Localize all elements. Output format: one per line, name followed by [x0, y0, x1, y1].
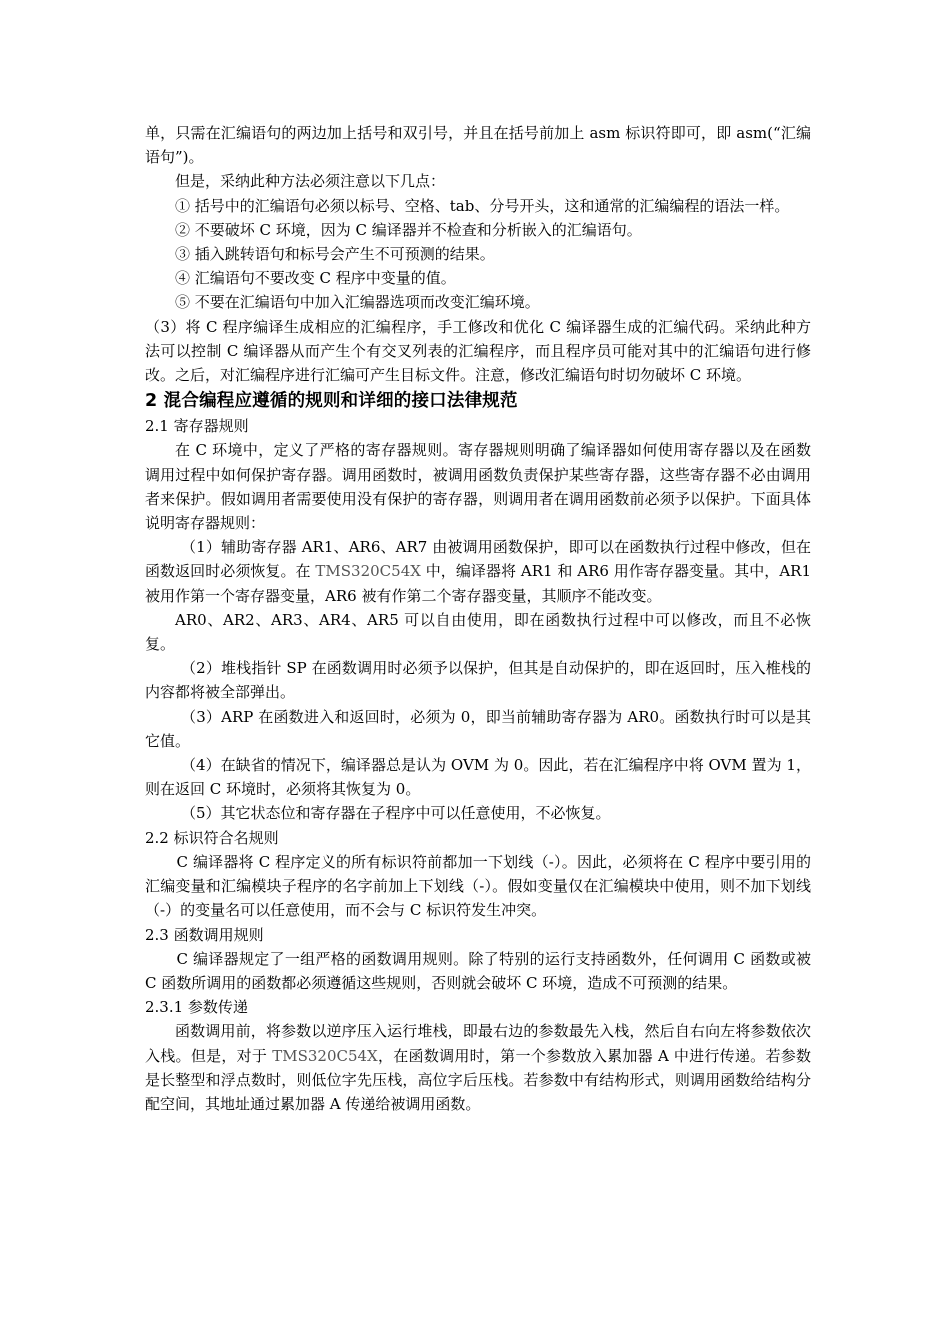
note-item-5: ⑤ 不要在汇编语句中加入汇编器选项而改变汇编环境。	[175, 293, 540, 312]
section-2-title: 2 混合编程应遵循的规则和详细的接口法律规范	[145, 391, 518, 412]
document-page	[145, 121, 811, 1116]
register-rule-5: （5）其它状态位和寄存器在子程序中可以任意使用，不必恢复。	[181, 804, 611, 823]
section-2-3-heading: 2.3 函数调用规则	[145, 925, 264, 944]
parameter-passing-text-a: 函数调用前，将参数以逆序压入运行堆栈，即最右边的参数最先入栈，然后自右向左将参数依次入栈。但是，对于	[145, 1022, 811, 1065]
call-rules-paragraph: C 编译器规定了一组严格的函数调用规则。除了特别的运行支持函数外，任何调用 C 函数或被 C 函数所调用的函数都必须遵循这些规则，否则就会破坏 C 环境，造成不可预测的结果。	[145, 949, 811, 992]
tms-chip-name: TMS320C54X	[315, 562, 421, 581]
note-item-4: ④ 汇编语句不要改变 C 程序中变量的值。	[175, 269, 456, 288]
intro-paragraph-1: 单，只需在汇编语句的两边加上括号和双引号，并且在括号前加上 asm 标识符即可，即 asm(“汇编语句”)。	[145, 124, 811, 167]
register-rule-1-text-a: （1）辅助寄存器 AR1、AR6、AR7 由被调用函数保护，即可以在函数执行过程中修改，但在函数返回时必须恢复。在	[145, 538, 811, 581]
note-item-3: ③ 插入跳转语句和标号会产生不可预测的结果。	[175, 245, 495, 264]
note-item-1: ① 括号中的汇编语句必须以标号、空格、tab、分号开头，这和通常的汇编编程的语法一样。	[175, 196, 790, 215]
register-rule-1-continued: AR0、AR2、AR3、AR4、AR5 可以自由使用，即在函数执行过程中可以修改，而且不必恢复。	[145, 610, 811, 654]
note-item-2: ② 不要破坏 C 环境，因为 C 编译器并不检查和分析嵌入的汇编语句。	[175, 220, 642, 239]
section-2-1-heading: 2.1 寄存器规则	[145, 417, 249, 436]
register-rule-1	[145, 535, 811, 608]
register-rule-2: （2）堆栈指针 SP 在函数调用时必须予以保护，但其是自动保护的，即在返回时，压入椎栈的内容都将被全部弹出。	[145, 659, 811, 702]
identifier-rules-paragraph: C 编译器将 C 程序定义的所有标识符前都加一下划线（-）。因此，必须将在 C 程序中要引用的汇编变量和汇编模块子程序的名字前加上下划线（-）。假如变量仅在汇编模块中使用，则不加下划线（-）的变量名可以任意使用，而不会与 C 标识符发生冲突。	[145, 852, 811, 920]
parameter-passing-text-b: ，在函数调用时，第一个参数放入累加器 A 中进行传递。若参数是长整型和浮点数时，则低位字先压栈，高位字后压栈。若参数中有结构形式，则调用函数给结构分配空间，其地址通过累加器 A 传递给被调用函数。	[145, 1046, 811, 1113]
register-rule-4: （4）在缺省的情况下，编译器总是认为 OVM 为 0。因此，若在汇编程序中将 OVM 置为 1，则在返回 C 环境时，必须将其恢复为 0。	[145, 756, 811, 799]
register-rule-3: （3）ARP 在函数进入和返回时，必须为 0，即当前辅助寄存器为 AR0。函数执行时可以是其它值。	[145, 707, 811, 750]
register-rule-1-text-b: 中，编译器将 AR1 和 AR6 用作寄存器变量。其中，AR1 被用作第一个寄存器变量，AR6 被有作第二个寄存器变量，其顺序不能改变。	[145, 562, 811, 605]
intro-paragraph-2: 但是，采纳此种方法必须注意以下几点：	[175, 172, 446, 191]
section-2-3-1-heading: 2.3.1 参数传递	[145, 998, 248, 1017]
section-2-2-heading: 2.2 标识符合名规则	[145, 828, 279, 847]
tms-chip-name-2: TMS320C54X	[272, 1046, 378, 1065]
method-3-paragraph: （3）将 C 程序编译生成相应的汇编程序，手工修改和优化 C 编译器生成的汇编代码。采纳此种方法可以控制 C 编译器从而产生个有交叉列表的汇编程序，而且程序员可能对其中的汇编语句进行修改。之后，对汇编程序进行汇编可产生目标文件。注意，修改汇编语句时切勿破坏 C 环境。	[145, 317, 811, 385]
parameter-passing-paragraph	[145, 1019, 811, 1116]
register-rules-intro: 在 C 环境中，定义了严格的寄存器规则。寄存器规则明确了编译器如何使用寄存器以及在函数调用过程中如何保护寄存器。调用函数时，被调用函数负责保护某些寄存器，这些寄存器不必由调用者来保护。假如调用者需要使用没有保护的寄存器，则调用者在调用函数前必须予以保护。下面具体说明寄存器规则：	[145, 441, 811, 533]
